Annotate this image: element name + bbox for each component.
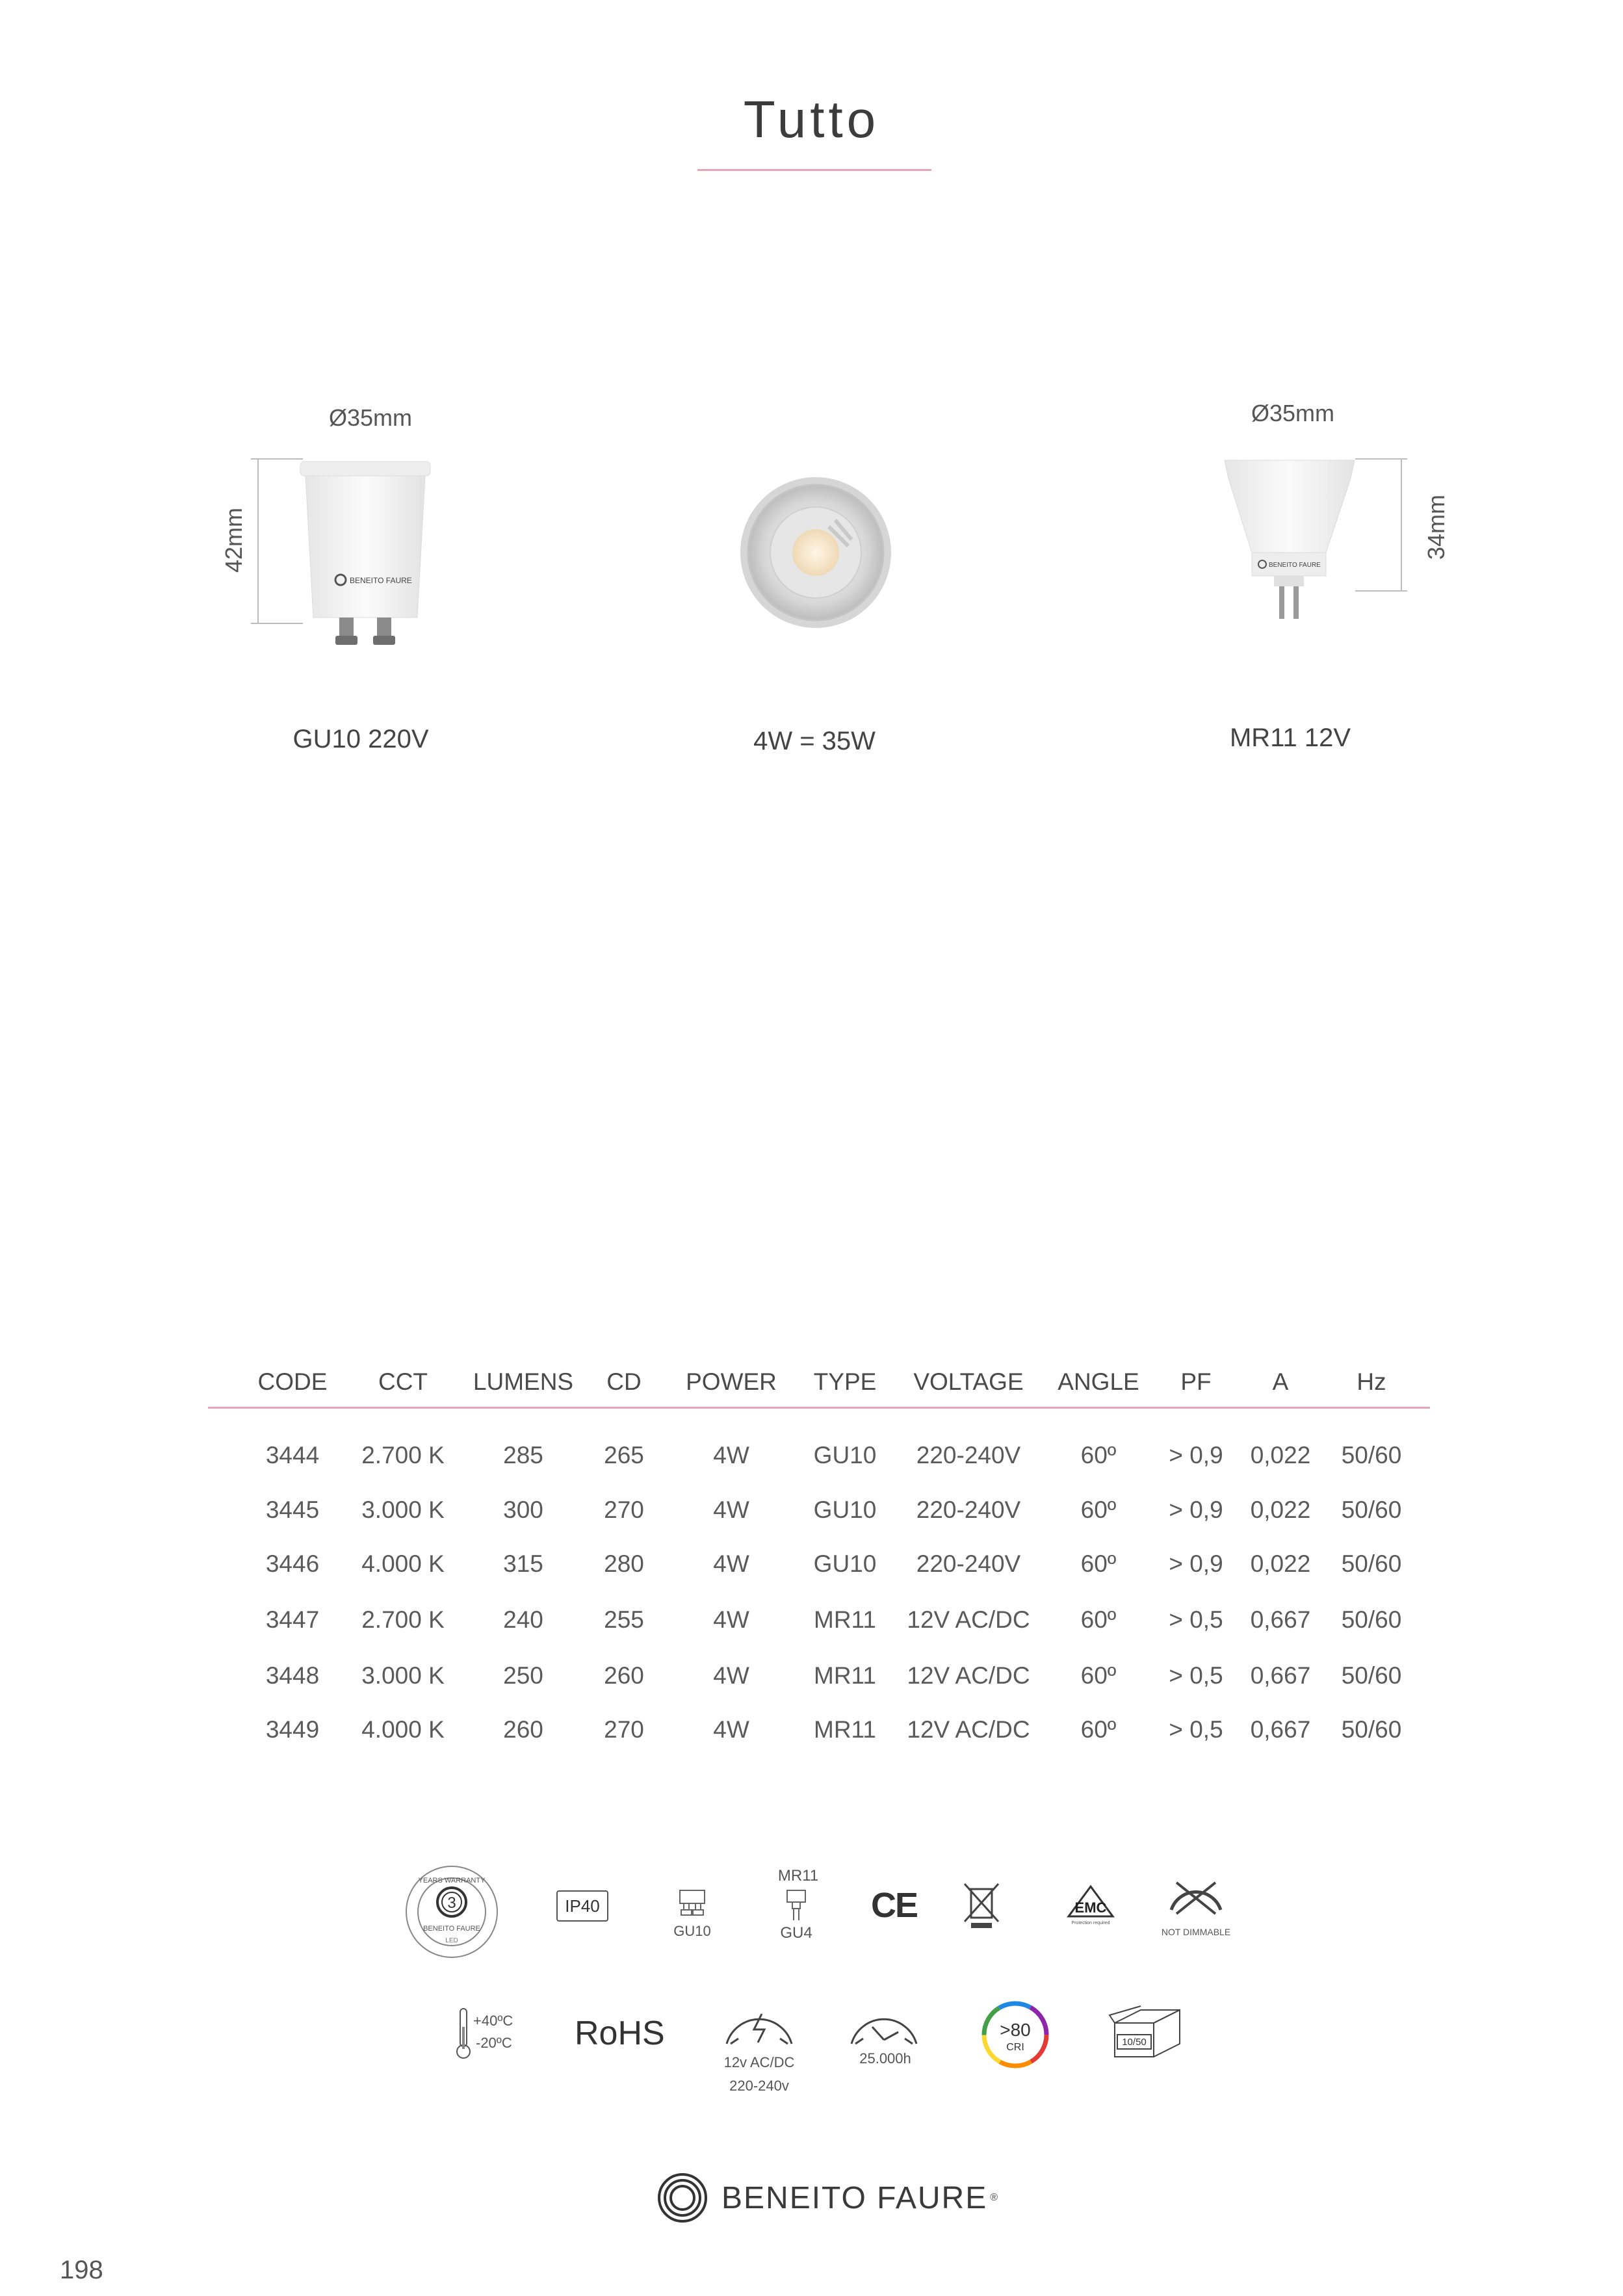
- cell-cct: 2.700 K: [361, 1442, 445, 1468]
- cell-pf: > 0,5: [1169, 1606, 1223, 1633]
- cell-lumens: 260: [503, 1716, 543, 1743]
- cell-pf: > 0,9: [1169, 1550, 1223, 1577]
- svg-text:10/50: 10/50: [1122, 2037, 1147, 2048]
- th-a: A: [1272, 1368, 1289, 1395]
- thermometer-icon: [455, 2007, 472, 2059]
- bulb-front-view-image: [738, 475, 894, 631]
- cell-pf: > 0,9: [1169, 1442, 1223, 1468]
- brand-logo: [656, 2169, 998, 2227]
- cell-voltage: 12V AC/DC: [907, 1716, 1030, 1743]
- svg-text:3: 3: [447, 1894, 456, 1912]
- gu4-socket-icon: [783, 1889, 809, 1922]
- right-height-tick-top: [1355, 458, 1407, 460]
- cell-type: GU10: [813, 1442, 877, 1468]
- cell-a: 0,022: [1250, 1496, 1311, 1523]
- svg-text:Protection required: Protection required: [1071, 1921, 1110, 1925]
- table-row: [0, 1606, 1623, 1645]
- th-cct: CCT: [378, 1368, 428, 1395]
- cell-cd: 280: [604, 1550, 644, 1577]
- cell-power: 4W: [713, 1496, 749, 1523]
- cell-angle: 60º: [1080, 1606, 1117, 1633]
- warranty-icon: [404, 1864, 499, 1959]
- svg-text:BENEITO FAURE: BENEITO FAURE: [1269, 562, 1321, 569]
- cell-type: MR11: [814, 1662, 876, 1689]
- cell-cd: 270: [604, 1496, 644, 1523]
- svg-text:BENEITO FAURE: BENEITO FAURE: [423, 1925, 480, 1933]
- cell-angle: 60º: [1080, 1496, 1117, 1523]
- cell-cd: 265: [604, 1442, 644, 1468]
- left-height-tick-top: [251, 458, 303, 460]
- th-pf: PF: [1180, 1368, 1212, 1395]
- cell-a: 0,667: [1250, 1716, 1311, 1743]
- th-code: CODE: [257, 1368, 328, 1395]
- lifetime-clock-icon: [846, 2001, 922, 2046]
- cell-cct: 3.000 K: [361, 1662, 445, 1689]
- svg-text:CRI: CRI: [1006, 2042, 1024, 2053]
- cell-angle: 60º: [1080, 1716, 1117, 1743]
- cell-lumens: 240: [503, 1606, 543, 1633]
- cell-voltage: 220-240V: [916, 1442, 1021, 1468]
- cell-angle: 60º: [1080, 1442, 1117, 1468]
- th-hz: Hz: [1357, 1368, 1386, 1395]
- voltage-label-1: 12v AC/DC: [723, 2054, 795, 2070]
- cell-type: MR11: [814, 1606, 876, 1633]
- left-diameter-label: Ø35mm: [329, 404, 413, 431]
- cell-cct: 2.700 K: [361, 1606, 445, 1633]
- right-height-tick-bottom: [1355, 590, 1407, 592]
- not-dimmable-icon: [1163, 1877, 1228, 1916]
- cell-hz: 50/60: [1341, 1662, 1402, 1689]
- table-header-divider: [208, 1407, 1430, 1409]
- voltage-label-2: 220-240v: [729, 2078, 789, 2094]
- left-bulb-caption: GU10 220V: [292, 725, 429, 753]
- cell-angle: 60º: [1080, 1662, 1117, 1689]
- title-divider: [697, 169, 931, 171]
- center-bulb-caption: 4W = 35W: [753, 727, 876, 755]
- not-dimmable-label: NOT DIMMABLE: [1161, 1927, 1231, 1937]
- svg-text:>80: >80: [1000, 2020, 1031, 2040]
- temp-high-label: +40ºC: [473, 2013, 513, 2029]
- th-voltage: VOLTAGE: [913, 1368, 1024, 1395]
- cell-code: 3445: [265, 1496, 320, 1523]
- cri-color-wheel-icon: [980, 2000, 1050, 2070]
- th-lumens: LUMENS: [473, 1368, 574, 1395]
- cell-angle: 60º: [1080, 1550, 1117, 1577]
- right-bulb-caption: MR11 12V: [1229, 724, 1351, 752]
- cell-hz: 50/60: [1341, 1550, 1402, 1577]
- gu10-socket-label: GU10: [673, 1923, 711, 1939]
- left-height-line: [257, 458, 259, 624]
- ce-mark-icon: CE: [871, 1886, 918, 1925]
- gu10-socket-icon: [676, 1889, 708, 1918]
- page-title: Tutto: [743, 90, 880, 148]
- cell-code: 3446: [265, 1550, 320, 1577]
- cell-lumens: 285: [503, 1442, 543, 1468]
- th-cd: CD: [606, 1368, 642, 1395]
- cell-pf: > 0,5: [1169, 1716, 1223, 1743]
- cell-a: 0,022: [1250, 1442, 1311, 1468]
- registered-mark-icon: ®: [990, 2192, 998, 2203]
- cell-voltage: 12V AC/DC: [907, 1662, 1030, 1689]
- cell-voltage: 12V AC/DC: [907, 1606, 1030, 1633]
- emc-icon: [1066, 1884, 1115, 1929]
- cell-cct: 4.000 K: [361, 1550, 445, 1577]
- cell-lumens: 300: [503, 1496, 543, 1523]
- svg-text:EMC: EMC: [1074, 1899, 1107, 1916]
- cell-lumens: 315: [503, 1550, 543, 1577]
- mr11-label: MR11: [777, 1867, 819, 1885]
- svg-text:LED: LED: [445, 1937, 458, 1944]
- table-header-row: [0, 1368, 1623, 1407]
- cell-pf: > 0,5: [1169, 1662, 1223, 1689]
- brand-name: BENEITO FAURE: [721, 2180, 988, 2215]
- cell-a: 0,667: [1250, 1606, 1311, 1633]
- cell-power: 4W: [713, 1662, 749, 1689]
- cell-cd: 255: [604, 1606, 644, 1633]
- mr11-bulb-image: [1222, 455, 1365, 624]
- cell-power: 4W: [713, 1442, 749, 1468]
- svg-text:BENEITO FAURE: BENEITO FAURE: [350, 576, 412, 585]
- svg-text:YEARS WARRANTY: YEARS WARRANTY: [418, 1877, 486, 1885]
- cell-cd: 260: [604, 1662, 644, 1689]
- right-height-line: [1401, 458, 1402, 592]
- table-row: [0, 1496, 1623, 1535]
- cell-hz: 50/60: [1341, 1606, 1402, 1633]
- voltage-gauge-icon: [721, 2001, 797, 2046]
- cell-power: 4W: [713, 1716, 749, 1743]
- table-row: [0, 1716, 1623, 1755]
- ip40-badge: IP40: [556, 1890, 608, 1922]
- table-row: [0, 1662, 1623, 1701]
- left-height-label: 42mm: [220, 507, 247, 573]
- table-row: [0, 1442, 1623, 1481]
- th-angle: ANGLE: [1058, 1368, 1139, 1395]
- gu10-bulb-image: [299, 455, 442, 657]
- cell-hz: 50/60: [1341, 1496, 1402, 1523]
- cell-voltage: 220-240V: [916, 1496, 1021, 1523]
- cell-code: 3444: [265, 1442, 320, 1468]
- cell-pf: > 0,9: [1169, 1496, 1223, 1523]
- cell-code: 3449: [265, 1716, 320, 1743]
- table-row: [0, 1550, 1623, 1589]
- cell-code: 3448: [265, 1662, 320, 1689]
- lifetime-label: 25.000h: [859, 2050, 911, 2067]
- cell-cct: 3.000 K: [361, 1496, 445, 1523]
- cell-type: MR11: [814, 1716, 876, 1743]
- rohs-label: RoHS: [575, 2015, 665, 2052]
- page-number: 198: [60, 2256, 103, 2284]
- weee-bin-icon: [962, 1883, 1001, 1929]
- brand-circle-icon: [656, 2172, 708, 2224]
- temp-low-label: -20ºC: [476, 2035, 512, 2051]
- cell-power: 4W: [713, 1550, 749, 1577]
- gu4-label: GU4: [780, 1924, 812, 1942]
- th-type: TYPE: [813, 1368, 877, 1395]
- cell-cct: 4.000 K: [361, 1716, 445, 1743]
- packaging-box-icon: [1108, 2003, 1186, 2062]
- right-height-label: 34mm: [1423, 494, 1449, 560]
- left-height-tick-bottom: [251, 623, 303, 624]
- cell-hz: 50/60: [1341, 1442, 1402, 1468]
- right-diameter-label: Ø35mm: [1251, 400, 1335, 426]
- cell-voltage: 220-240V: [916, 1550, 1021, 1577]
- cell-type: GU10: [813, 1550, 877, 1577]
- cell-hz: 50/60: [1341, 1716, 1402, 1743]
- cell-power: 4W: [713, 1606, 749, 1633]
- cell-code: 3447: [265, 1606, 320, 1633]
- cell-a: 0,667: [1250, 1662, 1311, 1689]
- cell-cd: 270: [604, 1716, 644, 1743]
- cell-lumens: 250: [503, 1662, 543, 1689]
- cell-type: GU10: [813, 1496, 877, 1523]
- th-power: POWER: [686, 1368, 777, 1395]
- cell-a: 0,022: [1250, 1550, 1311, 1577]
